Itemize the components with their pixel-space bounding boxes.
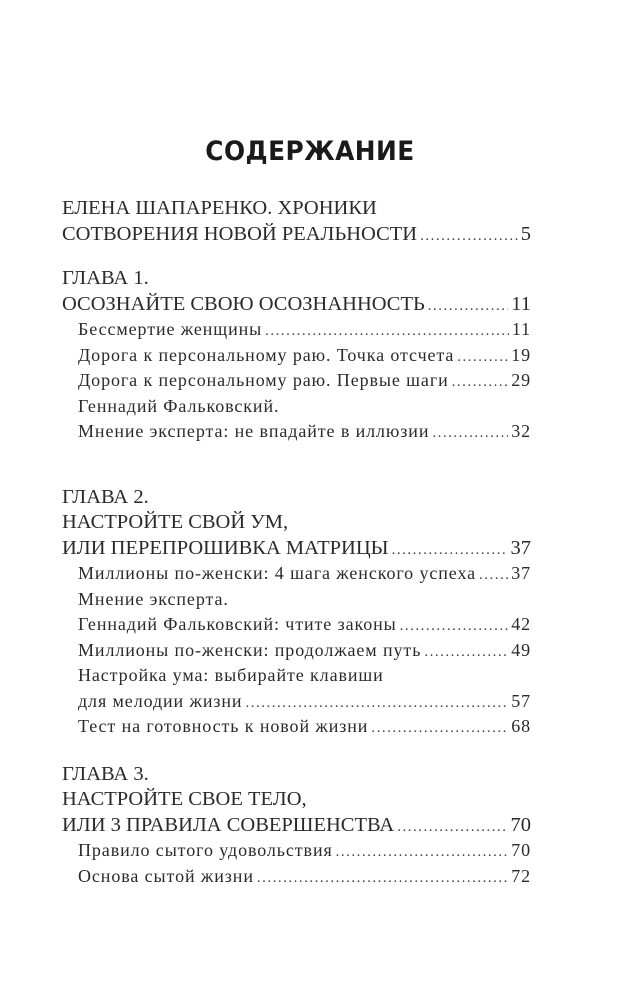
dot-leader <box>257 866 508 892</box>
table-of-contents <box>62 196 531 908</box>
toc-page-number: 72 <box>511 865 531 886</box>
toc-entry <box>62 485 531 511</box>
dot-leader <box>420 224 518 250</box>
toc-page-number: 42 <box>511 614 531 634</box>
toc-entry <box>62 343 531 369</box>
toc-entry <box>62 394 531 420</box>
dot-leader <box>392 538 508 564</box>
toc-section <box>62 266 531 445</box>
toc-entry-title: ГЛАВА 3. <box>62 762 149 785</box>
dot-leader <box>400 614 509 640</box>
toc-page-number: 11 <box>511 319 531 339</box>
toc-entry-title: Бессмертие женщины <box>78 319 263 339</box>
toc-entry-title: ОСОЗНАЙТЕ СВОЮ ОСОЗНАННОСТЬ <box>62 292 425 315</box>
page-title: СОДЕРЖАНИЕ <box>205 136 415 167</box>
toc-entry-title: Правило сытого удовольствия <box>78 840 333 860</box>
toc-section <box>62 762 531 890</box>
toc-entry <box>62 714 531 740</box>
dot-leader <box>336 840 509 866</box>
dot-leader <box>424 640 508 666</box>
toc-page-number: 57 <box>511 690 531 711</box>
toc-entry-title: Основа сытой жизни <box>78 865 254 886</box>
toc-page-number: 5 <box>520 222 531 245</box>
dot-leader <box>397 815 507 841</box>
toc-page-number: 29 <box>511 370 531 390</box>
toc-entry-title: Тест на готовность к новой жизни <box>78 716 369 736</box>
toc-entry <box>62 864 531 890</box>
toc-entry-title: ИЛИ 3 ПРАВИЛА СОВЕРШЕНСТВА <box>62 813 395 836</box>
toc-entry-title: Геннадий Фальковский: чтите законы <box>78 614 397 634</box>
toc-page-number: 68 <box>511 716 531 736</box>
toc-entry-title: Настройка ума: выбирайте клавиши <box>78 665 384 685</box>
toc-entry <box>62 222 531 248</box>
toc-entry-title: ГЛАВА 2. <box>62 485 149 508</box>
toc-entry <box>62 813 531 839</box>
toc-entry <box>62 838 531 864</box>
toc-entry <box>62 663 531 689</box>
toc-entry-title: Мнение эксперта: не впадайте в иллюзии <box>78 421 430 441</box>
toc-entry <box>62 638 531 664</box>
toc-page-number: 70 <box>511 840 531 860</box>
toc-entry-title: Дорога к персональному раю. Первые шаги <box>78 370 449 390</box>
toc-entry <box>62 536 531 562</box>
toc-entry-title: Геннадий Фальковский. <box>78 395 280 416</box>
toc-entry-title: НАСТРОЙТЕ СВОЙ УМ, <box>62 511 289 533</box>
toc-page-number: 37 <box>510 536 531 559</box>
toc-page-number: 37 <box>511 563 531 583</box>
dot-leader <box>265 319 509 345</box>
toc-entry <box>62 587 531 613</box>
toc-section <box>62 485 531 740</box>
dot-leader <box>371 716 508 742</box>
toc-entry-title: Миллионы по-женски: 4 шага женского успеха <box>78 563 477 583</box>
toc-page-number: 70 <box>510 813 531 836</box>
toc-entry-title: Дорога к персональному раю. Точка отсчета <box>78 344 455 365</box>
dot-leader <box>245 691 508 717</box>
toc-page-number: 49 <box>511 639 531 660</box>
toc-entry <box>62 787 531 813</box>
dot-leader <box>428 294 508 320</box>
toc-entry-title: ЕЛЕНА ШАПАРЕНКО. ХРОНИКИ <box>62 197 377 219</box>
toc-entry <box>62 561 531 587</box>
toc-entry <box>62 266 531 292</box>
toc-page-number: 32 <box>511 421 531 441</box>
toc-entry-title: для мелодии жизни <box>78 690 243 711</box>
dot-leader <box>432 421 508 447</box>
toc-entry-title: ГЛАВА 1. <box>62 267 149 289</box>
toc-entry <box>62 317 531 343</box>
toc-entry <box>62 612 531 638</box>
toc-entry <box>62 510 531 536</box>
dot-leader <box>457 345 508 371</box>
toc-page-number: 19 <box>511 344 531 365</box>
toc-entry-title: НАСТРОЙТЕ СВОЕ ТЕЛО, <box>62 788 307 810</box>
toc-section <box>62 196 531 247</box>
toc-entry-title: ИЛИ ПЕРЕПРОШИВКА МАТРИЦЫ <box>62 536 389 559</box>
toc-entry <box>62 196 531 222</box>
toc-entry <box>62 419 531 445</box>
toc-entry-title: Миллионы по-женски: продолжаем путь <box>78 639 422 660</box>
toc-entry <box>62 762 531 788</box>
toc-entry-title: Мнение эксперта. <box>78 588 229 609</box>
toc-page-number: 11 <box>511 292 531 315</box>
toc-entry <box>62 368 531 394</box>
dot-leader <box>479 563 508 589</box>
toc-entry-title: СОТВОРЕНИЯ НОВОЙ РЕАЛЬНОСТИ <box>62 222 418 245</box>
toc-entry <box>62 292 531 318</box>
toc-entry <box>62 689 531 715</box>
dot-leader <box>452 370 509 396</box>
